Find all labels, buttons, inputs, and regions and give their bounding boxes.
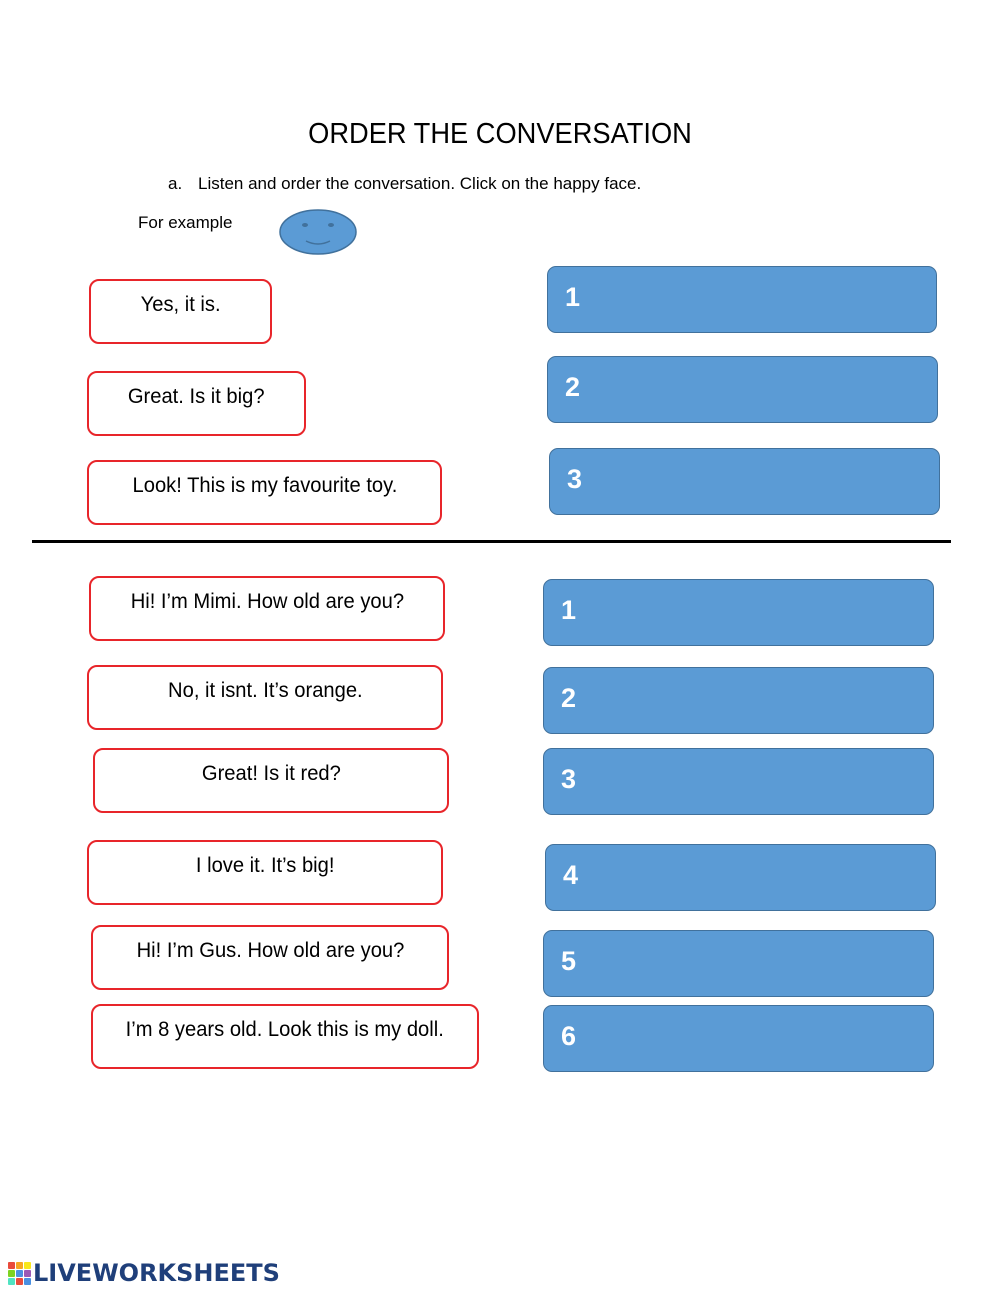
phrase-text: No, it isnt. It’s orange. — [167, 679, 363, 702]
phrase-text: Hi! I’m Mimi. How old are you? — [130, 590, 404, 613]
phrase-card[interactable] — [93, 748, 449, 813]
phrase-text: Great. Is it big? — [128, 385, 265, 408]
answer-slot[interactable]: 1 — [547, 266, 937, 333]
instruction-text: Listen and order the conversation. Click on the happy face. — [198, 174, 642, 193]
phrase-card[interactable] — [91, 925, 449, 990]
phrase-text: Look! This is my favourite toy. — [132, 474, 397, 497]
answer-slot[interactable]: 4 — [545, 844, 936, 911]
phrase-text: Hi! I’m Gus. How old are you? — [136, 939, 404, 962]
answer-slot[interactable]: 3 — [549, 448, 940, 515]
section-divider — [32, 540, 951, 543]
instruction — [168, 174, 641, 194]
phrase-text: I’m 8 years old. Look this is my doll. — [125, 1018, 445, 1041]
phrase-card[interactable] — [87, 371, 306, 436]
liveworksheets-logo — [8, 1257, 280, 1289]
phrase-card[interactable] — [87, 665, 443, 730]
page-title: ORDER THE CONVERSATION — [308, 118, 692, 150]
phrase-text: I love it. It’s big! — [195, 854, 335, 877]
phrase-card[interactable] — [89, 576, 445, 641]
logo-grid-icon — [8, 1262, 30, 1284]
happy-face-icon[interactable] — [278, 208, 358, 256]
answer-slot[interactable]: 1 — [543, 579, 934, 646]
instruction-marker: a. — [168, 174, 183, 193]
phrase-card[interactable] — [87, 840, 443, 905]
phrase-text: Great! Is it red? — [201, 762, 341, 785]
answer-slot[interactable]: 5 — [543, 930, 934, 997]
answer-slot[interactable]: 2 — [543, 667, 934, 734]
phrase-card[interactable] — [91, 1004, 479, 1069]
brand-name: LIVEWORKSHEETS — [33, 1259, 280, 1287]
example-label: For example — [138, 213, 233, 232]
phrase-text: Yes, it is. — [140, 293, 221, 316]
answer-slot[interactable]: 2 — [547, 356, 938, 423]
phrase-card[interactable] — [87, 460, 442, 525]
answer-slot[interactable]: 6 — [543, 1005, 934, 1072]
answer-slot[interactable]: 3 — [543, 748, 934, 815]
phrase-card[interactable] — [89, 279, 272, 344]
